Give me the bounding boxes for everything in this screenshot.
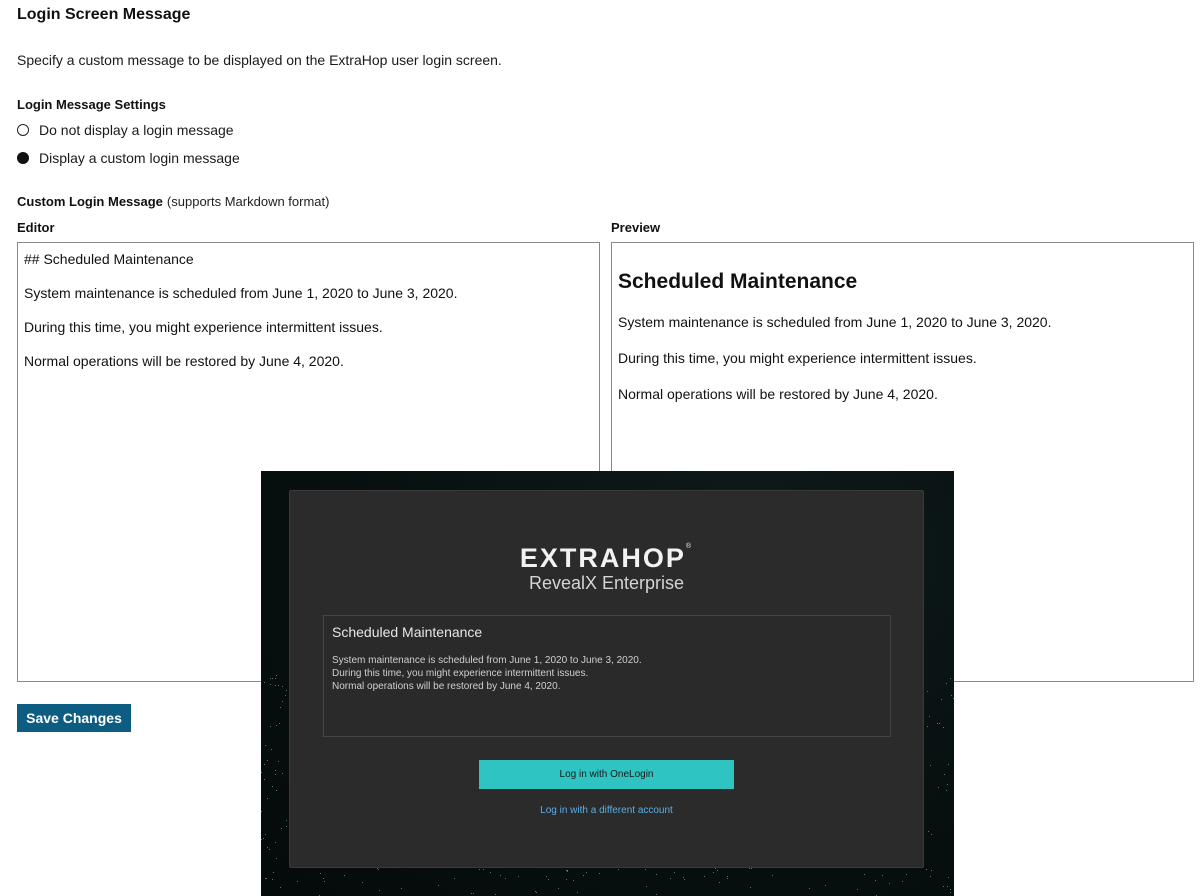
star-dot <box>546 876 547 877</box>
radio-option-custom-message[interactable] <box>17 150 240 166</box>
radio-option-label: Do not display a login message <box>39 122 234 138</box>
star-dot <box>281 828 282 829</box>
star-dot <box>297 881 298 882</box>
star-dot <box>929 716 930 717</box>
star-dot <box>267 760 268 761</box>
preview-paragraph: Normal operations will be restored by June 4, 2020. <box>618 386 938 402</box>
star-dot <box>264 682 265 683</box>
registered-mark: ® <box>685 543 694 550</box>
star-dot <box>285 695 286 696</box>
star-dot <box>344 875 345 876</box>
star-dot <box>278 685 279 686</box>
star-dot <box>947 784 948 785</box>
product-name: RevealX Enterprise <box>528 573 685 593</box>
star-dot <box>272 678 273 679</box>
star-dot <box>927 691 928 692</box>
star-dot <box>864 874 865 875</box>
star-dot <box>618 869 619 870</box>
star-dot <box>323 878 324 879</box>
star-dot <box>902 881 903 882</box>
star-dot <box>471 893 472 894</box>
extrahop-logo <box>290 543 923 574</box>
star-dot <box>875 880 876 881</box>
star-dot <box>645 869 646 870</box>
editor-line: ## Scheduled Maintenance <box>24 251 194 267</box>
star-dot <box>889 883 890 884</box>
star-dot <box>378 869 379 870</box>
radio-option-no-message[interactable] <box>17 122 234 138</box>
login-message-line: During this time, you might experience intermittent issues. <box>332 668 589 679</box>
star-dot <box>558 888 559 889</box>
star-dot <box>272 879 273 880</box>
star-dot <box>264 779 265 780</box>
star-dot <box>809 888 810 889</box>
star-dot <box>927 726 928 727</box>
star-dot <box>270 678 271 679</box>
star-dot <box>857 889 858 890</box>
star-dot <box>586 872 587 873</box>
page-title: Login Screen Message <box>17 6 191 23</box>
star-dot <box>278 761 279 762</box>
star-dot <box>276 790 277 791</box>
star-dot <box>567 871 568 872</box>
star-dot <box>500 875 501 876</box>
star-dot <box>282 701 283 702</box>
star-dot <box>946 683 947 684</box>
star-dot <box>518 876 519 877</box>
star-dot <box>727 876 728 877</box>
star-dot <box>280 707 281 708</box>
star-dot <box>280 887 281 888</box>
star-dot <box>944 774 945 775</box>
star-dot <box>938 787 939 788</box>
star-dot <box>670 878 671 879</box>
star-dot <box>275 770 276 771</box>
star-dot <box>951 695 952 696</box>
preview-paragraph: System maintenance is scheduled from June 1, 2020 to June 3, 2020. <box>618 314 1052 330</box>
star-dot <box>272 786 273 787</box>
star-dot <box>950 678 951 679</box>
star-dot <box>275 685 276 686</box>
star-dot <box>947 886 948 887</box>
star-dot <box>953 698 954 699</box>
star-dot <box>266 878 267 879</box>
star-dot <box>772 875 773 876</box>
star-dot <box>320 873 321 874</box>
star-dot <box>265 834 266 835</box>
star-dot <box>286 690 287 691</box>
login-message-settings-label: Login Message Settings <box>17 97 166 112</box>
star-dot <box>727 878 728 879</box>
star-dot <box>939 723 940 724</box>
star-dot <box>286 820 287 821</box>
star-dot <box>490 872 491 873</box>
star-dot <box>948 764 949 765</box>
star-dot <box>267 847 268 848</box>
star-dot <box>270 684 271 685</box>
star-dot <box>479 869 480 870</box>
star-dot <box>930 876 931 877</box>
radio-checked-icon[interactable] <box>17 152 29 164</box>
star-dot <box>941 699 942 700</box>
star-dot <box>261 839 262 840</box>
star-dot <box>264 764 265 765</box>
page-description: Specify a custom message to be displayed on the ExtraHop user login screen. <box>17 52 502 68</box>
star-dot <box>263 838 264 839</box>
star-dot <box>276 725 277 726</box>
star-dot <box>573 880 574 881</box>
save-changes-button[interactable]: Save Changes <box>17 704 131 732</box>
star-dot <box>950 889 951 890</box>
star-dot <box>279 723 280 724</box>
star-dot <box>577 892 578 893</box>
star-dot <box>269 849 270 850</box>
star-dot <box>275 774 276 775</box>
star-dot <box>926 869 927 870</box>
star-dot <box>943 886 944 887</box>
preview-paragraph: During this time, you might experience intermittent issues. <box>618 350 977 366</box>
star-dot <box>270 726 271 727</box>
star-dot <box>882 875 883 876</box>
star-dot <box>930 765 931 766</box>
star-dot <box>749 868 750 869</box>
star-dot <box>483 869 484 870</box>
star-dot <box>583 875 584 876</box>
radio-option-label: Display a custom login message <box>39 150 240 166</box>
star-dot <box>267 798 268 799</box>
star-dot <box>362 882 363 883</box>
star-dot <box>377 868 378 869</box>
login-message-title: Scheduled Maintenance <box>332 624 483 640</box>
star-dot <box>946 790 947 791</box>
star-dot <box>906 874 907 875</box>
star-dot <box>950 892 951 893</box>
onelogin-button[interactable]: Log in with OneLogin <box>479 760 734 789</box>
star-dot <box>454 878 455 879</box>
star-dot <box>715 868 716 869</box>
star-dot <box>719 882 720 883</box>
star-dot <box>282 773 283 774</box>
star-dot <box>684 879 685 880</box>
star-dot <box>276 675 277 676</box>
star-dot <box>505 878 506 879</box>
star-dot <box>265 878 266 879</box>
star-dot <box>273 872 274 873</box>
star-dot <box>324 881 325 882</box>
star-dot <box>646 886 647 887</box>
editor-line: System maintenance is scheduled from June 1, 2020 to June 3, 2020. <box>24 285 458 301</box>
star-dot <box>275 678 276 679</box>
star-dot <box>948 877 949 878</box>
star-dot <box>567 870 568 871</box>
editor-label: Editor <box>17 220 55 235</box>
custom-login-message-title: Custom Login Message <box>17 194 163 209</box>
star-dot <box>276 858 277 859</box>
star-dot <box>473 893 474 894</box>
star-dot <box>599 873 600 874</box>
preview-heading: Scheduled Maintenance <box>618 270 858 293</box>
star-dot <box>683 877 684 878</box>
star-dot <box>656 874 657 875</box>
login-screen-preview-image <box>261 471 954 896</box>
editor-line: During this time, you might experience intermittent issues. <box>24 319 383 335</box>
brand-name: EXTRAHOP <box>519 543 686 573</box>
star-dot <box>928 831 929 832</box>
star-dot <box>750 887 751 888</box>
markdown-hint: (supports Markdown format) <box>166 194 330 209</box>
star-dot <box>825 885 826 886</box>
radio-unchecked-icon[interactable] <box>17 124 29 136</box>
star-dot <box>717 870 718 871</box>
star-dot <box>282 686 283 687</box>
preview-label: Preview <box>611 220 661 235</box>
star-dot <box>931 870 932 871</box>
star-dot <box>656 894 657 895</box>
login-message-line: System maintenance is scheduled from June 1, 2020 to June 3, 2020. <box>332 655 642 666</box>
star-dot <box>713 872 714 873</box>
star-dot <box>286 826 287 827</box>
star-dot <box>261 811 262 812</box>
star-dot <box>566 879 567 880</box>
star-dot <box>704 876 705 877</box>
star-dot <box>438 885 439 886</box>
star-dot <box>271 749 272 750</box>
star-dot <box>401 888 402 889</box>
star-dot <box>265 745 266 746</box>
star-dot <box>379 890 380 891</box>
star-dot <box>931 834 932 835</box>
star-dot <box>275 842 276 843</box>
login-message-line: Normal operations will be restored by June 4, 2020. <box>332 681 561 692</box>
custom-login-message-label <box>17 194 329 209</box>
star-dot <box>943 727 944 728</box>
star-dot <box>536 892 537 893</box>
star-dot <box>261 772 262 773</box>
star-dot <box>674 872 675 873</box>
editor-line: Normal operations will be restored by June 4, 2020. <box>24 353 344 369</box>
star-dot <box>937 723 938 724</box>
login-message-box <box>323 615 891 737</box>
login-card <box>289 490 924 868</box>
different-account-link[interactable]: Log in with a different account <box>540 805 673 816</box>
star-dot <box>548 879 549 880</box>
star-dot <box>751 868 752 869</box>
star-dot <box>495 894 496 895</box>
